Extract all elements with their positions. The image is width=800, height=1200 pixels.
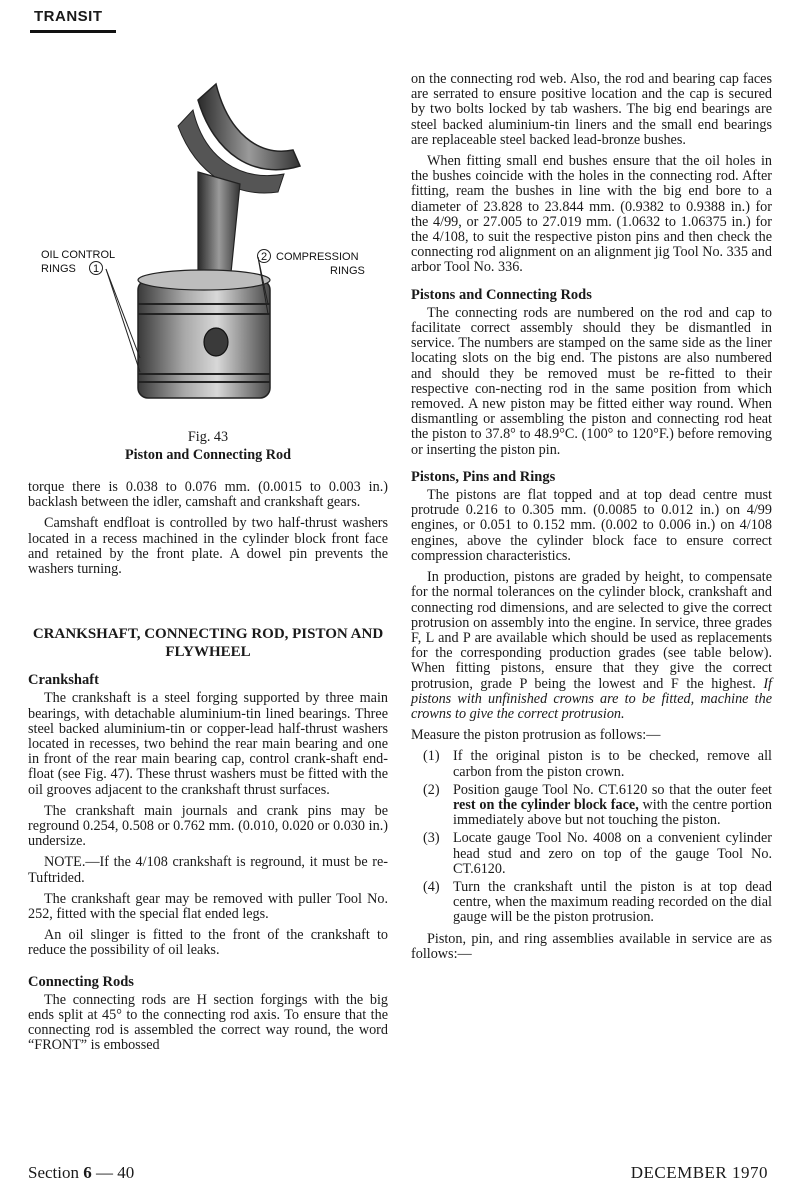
- callout-oil-control-line1: OIL CONTROL: [41, 249, 116, 261]
- callout-number-1: 1: [93, 263, 100, 275]
- list-item: [411, 831, 772, 877]
- left-column: [28, 428, 388, 1060]
- figure-title: Piston and Connecting Rod: [125, 447, 291, 463]
- step-text-part: with the centre portion immediately above but not touching the piston.: [453, 796, 772, 829]
- paragraph-small-end-bushes: When fitting small end bushes ensure that the oil holes in the bushes coincide with the holes in the connecting rod. After fitting, ream the bushes in line with the big end bore to a diameter of 23.828 to 23.844 mm. (0.9382 to 0.9388 in.) for the 4/99, or 27.005 to 27.019 mm. (1.0632 to 1.06375 in.) for the 4/108, to suit the respective piston pins and then check the connecting rod alignment on an alignment jig Tool No. 335 and arbor Tool No. 336.: [411, 153, 772, 276]
- section-heading: CRANKSHAFT, CONNECTING ROD, PISTON AND FLYWHEEL: [32, 626, 384, 661]
- callout-compression-line2: RINGS: [330, 265, 365, 277]
- paragraph-connecting-rods: The connecting rods are H section forgings with the big ends split at 45° to the connecting rod axis. To ensure that the connecting rod is assembled the correct way round, the word “FRONT” is embossed: [28, 991, 388, 1054]
- paragraph-rod-numbering: The connecting rods are numbered on the rod and cap to facilitate correct assembly should they be dismantled in service. The numbers are stamped on the same side as the liner locating slots on the big end. The pistons are also numbered and should they be removed must be re-fitted to their respective con-necting rod in the same position from which removed. A new piston may be fitted either way round. When dismantling or assembling the piston and connecting rod heat the piston to 37.8° to 48.9°C. (100° to 120°F.) before removing or inserting the piston pin.: [411, 304, 772, 458]
- step-text-part: Position gauge Tool No. CT.6120 so that the outer feet: [453, 781, 772, 798]
- footer-section-prefix: Section: [28, 1163, 84, 1182]
- step-text: [453, 783, 772, 829]
- footer-section-label: [28, 1163, 134, 1183]
- callout-compression-line1: COMPRESSION: [276, 251, 359, 263]
- figure-number: Fig. 43: [187, 429, 229, 445]
- paragraph-oil-slinger: An oil slinger is fitted to the front of the crankshaft to reduce the possibility of oil leaks.: [28, 927, 388, 959]
- footer-date: DECEMBER 1970: [630, 1163, 768, 1182]
- list-item: [411, 783, 772, 829]
- piston-pin-boss-icon: [204, 328, 228, 356]
- callout-oil-control-line2: RINGS: [41, 263, 76, 275]
- paragraph-piston-grading: [411, 570, 772, 722]
- step-number: (4): [423, 878, 440, 895]
- heading-pistons-pins-rings: Pistons, Pins and Rings: [411, 468, 556, 485]
- figure-piston-connecting-rod: [28, 62, 390, 424]
- paragraph-rods-continued: on the connecting rod web. Also, the rod and bearing cap faces are serrated to ensure positive location and the cap is secured by two bolts locked by tab washers. The big end bearings are steel backed aluminium-tin liners and the small end bearings are replaceable steel backed lead-bronze bushes.: [411, 71, 772, 148]
- heading-crankshaft: Crankshaft: [28, 672, 99, 689]
- paragraph-camshaft-endfloat: Camshaft endfloat is controlled by two half-thrust washers located in a recess machined in the cylinder block front face and retained by the front plate. A dowel pin prevents the washers turning.: [28, 515, 388, 578]
- right-column: [411, 72, 772, 968]
- piston-grading-text: In production, pistons are graded by height, to compensate for the normal tolerances on the cylinder block, crankshaft and connecting rod dimensions, and are selected to give the correct protrusion on assembly into the engine. In service, three grades F, L and P are available which should be used as replacements for the corresponding production grades (see table below). When fitting pistons, ensure that they give the correct protrusion, grade P being the lowest and F the highest.: [411, 569, 772, 692]
- measure-intro: Measure the piston protrusion as follows:—: [411, 727, 661, 744]
- step-number: (3): [423, 830, 440, 847]
- step-text: Turn the crankshaft until the piston is at top dead centre, when the maximum reading recorded on the dial gauge will be the piston protrusion.: [453, 878, 772, 926]
- piston-grading-italic-note: If pistons with unfinished crowns are to be fitted, machine the crowns to give the correct protrusion.: [411, 675, 772, 722]
- footer-section-number: 6: [83, 1163, 92, 1182]
- measurement-steps: [411, 749, 772, 925]
- header-underline: [30, 30, 116, 33]
- list-item: [411, 880, 772, 926]
- step-text: If the original piston is to be checked, remove all carbon from the piston crown.: [453, 748, 772, 780]
- paragraph-torque-backlash: torque there is 0.038 to 0.076 mm. (0.0015 to 0.003 in.) backlash between the idler, camshaft and crankshaft gears.: [28, 479, 388, 511]
- paragraph-piston-protrusion: The pistons are flat topped and at top dead centre must protrude 0.216 to 0.305 mm. (0.0085 to 0.012 in.) on 4/99 engines, or 0.051 to 0.152 mm. (0.002 to 0.006 in.) on 4/108 engines, above the cylinder block face to ensure correct compression characteristics.: [411, 487, 772, 564]
- callout-number-2: 2: [261, 251, 268, 263]
- paragraph-assemblies-available: Piston, pin, and ring assemblies available in service are as follows:—: [411, 930, 772, 962]
- heading-pistons-connecting-rods: Pistons and Connecting Rods: [411, 286, 592, 303]
- piston-connecting-rod-illustration: [28, 62, 390, 424]
- step-text-bold: rest on the cylinder block face,: [453, 796, 639, 813]
- paragraph-crankshaft-forging: The crankshaft is a steel forging supported by three main bearings, with detachable aluminium-tin lined bearings. Three steel backed aluminium-tin or copper-lead half-thrust washers located in recesses, two behind the rear main bearing and one in front of the rear main bearing cap, control crank-shaft end-float (see Fig. 47). These thrust washers must be fitted with the oil grooves adjacent to the crankshaft thrust surfaces.: [28, 690, 388, 798]
- step-number: (2): [423, 781, 440, 798]
- paragraph-crankshaft-note: NOTE.—If the 4/108 crankshaft is reground, it must be re-Tuftrided.: [28, 854, 388, 886]
- list-item: [411, 749, 772, 779]
- footer-page-number: — 40: [91, 1163, 135, 1182]
- running-header: TRANSIT: [34, 8, 103, 25]
- paragraph-crankshaft-gear: The crankshaft gear may be removed with puller Tool No. 252, fitted with the special flat ended legs.: [28, 890, 388, 923]
- figure-caption: [28, 428, 388, 464]
- heading-connecting-rods: Connecting Rods: [28, 973, 134, 990]
- paragraph-crankshaft-regrind: The crankshaft main journals and crank pins may be reground 0.254, 0.508 or 0.762 mm. (0.010, 0.020 or 0.030 in.) undersize.: [28, 802, 388, 850]
- step-text: Locate gauge Tool No. 4008 on a convenient cylinder head stud and zero on top of the gauge Tool No. CT.6120.: [453, 830, 772, 877]
- step-number: (1): [423, 748, 440, 765]
